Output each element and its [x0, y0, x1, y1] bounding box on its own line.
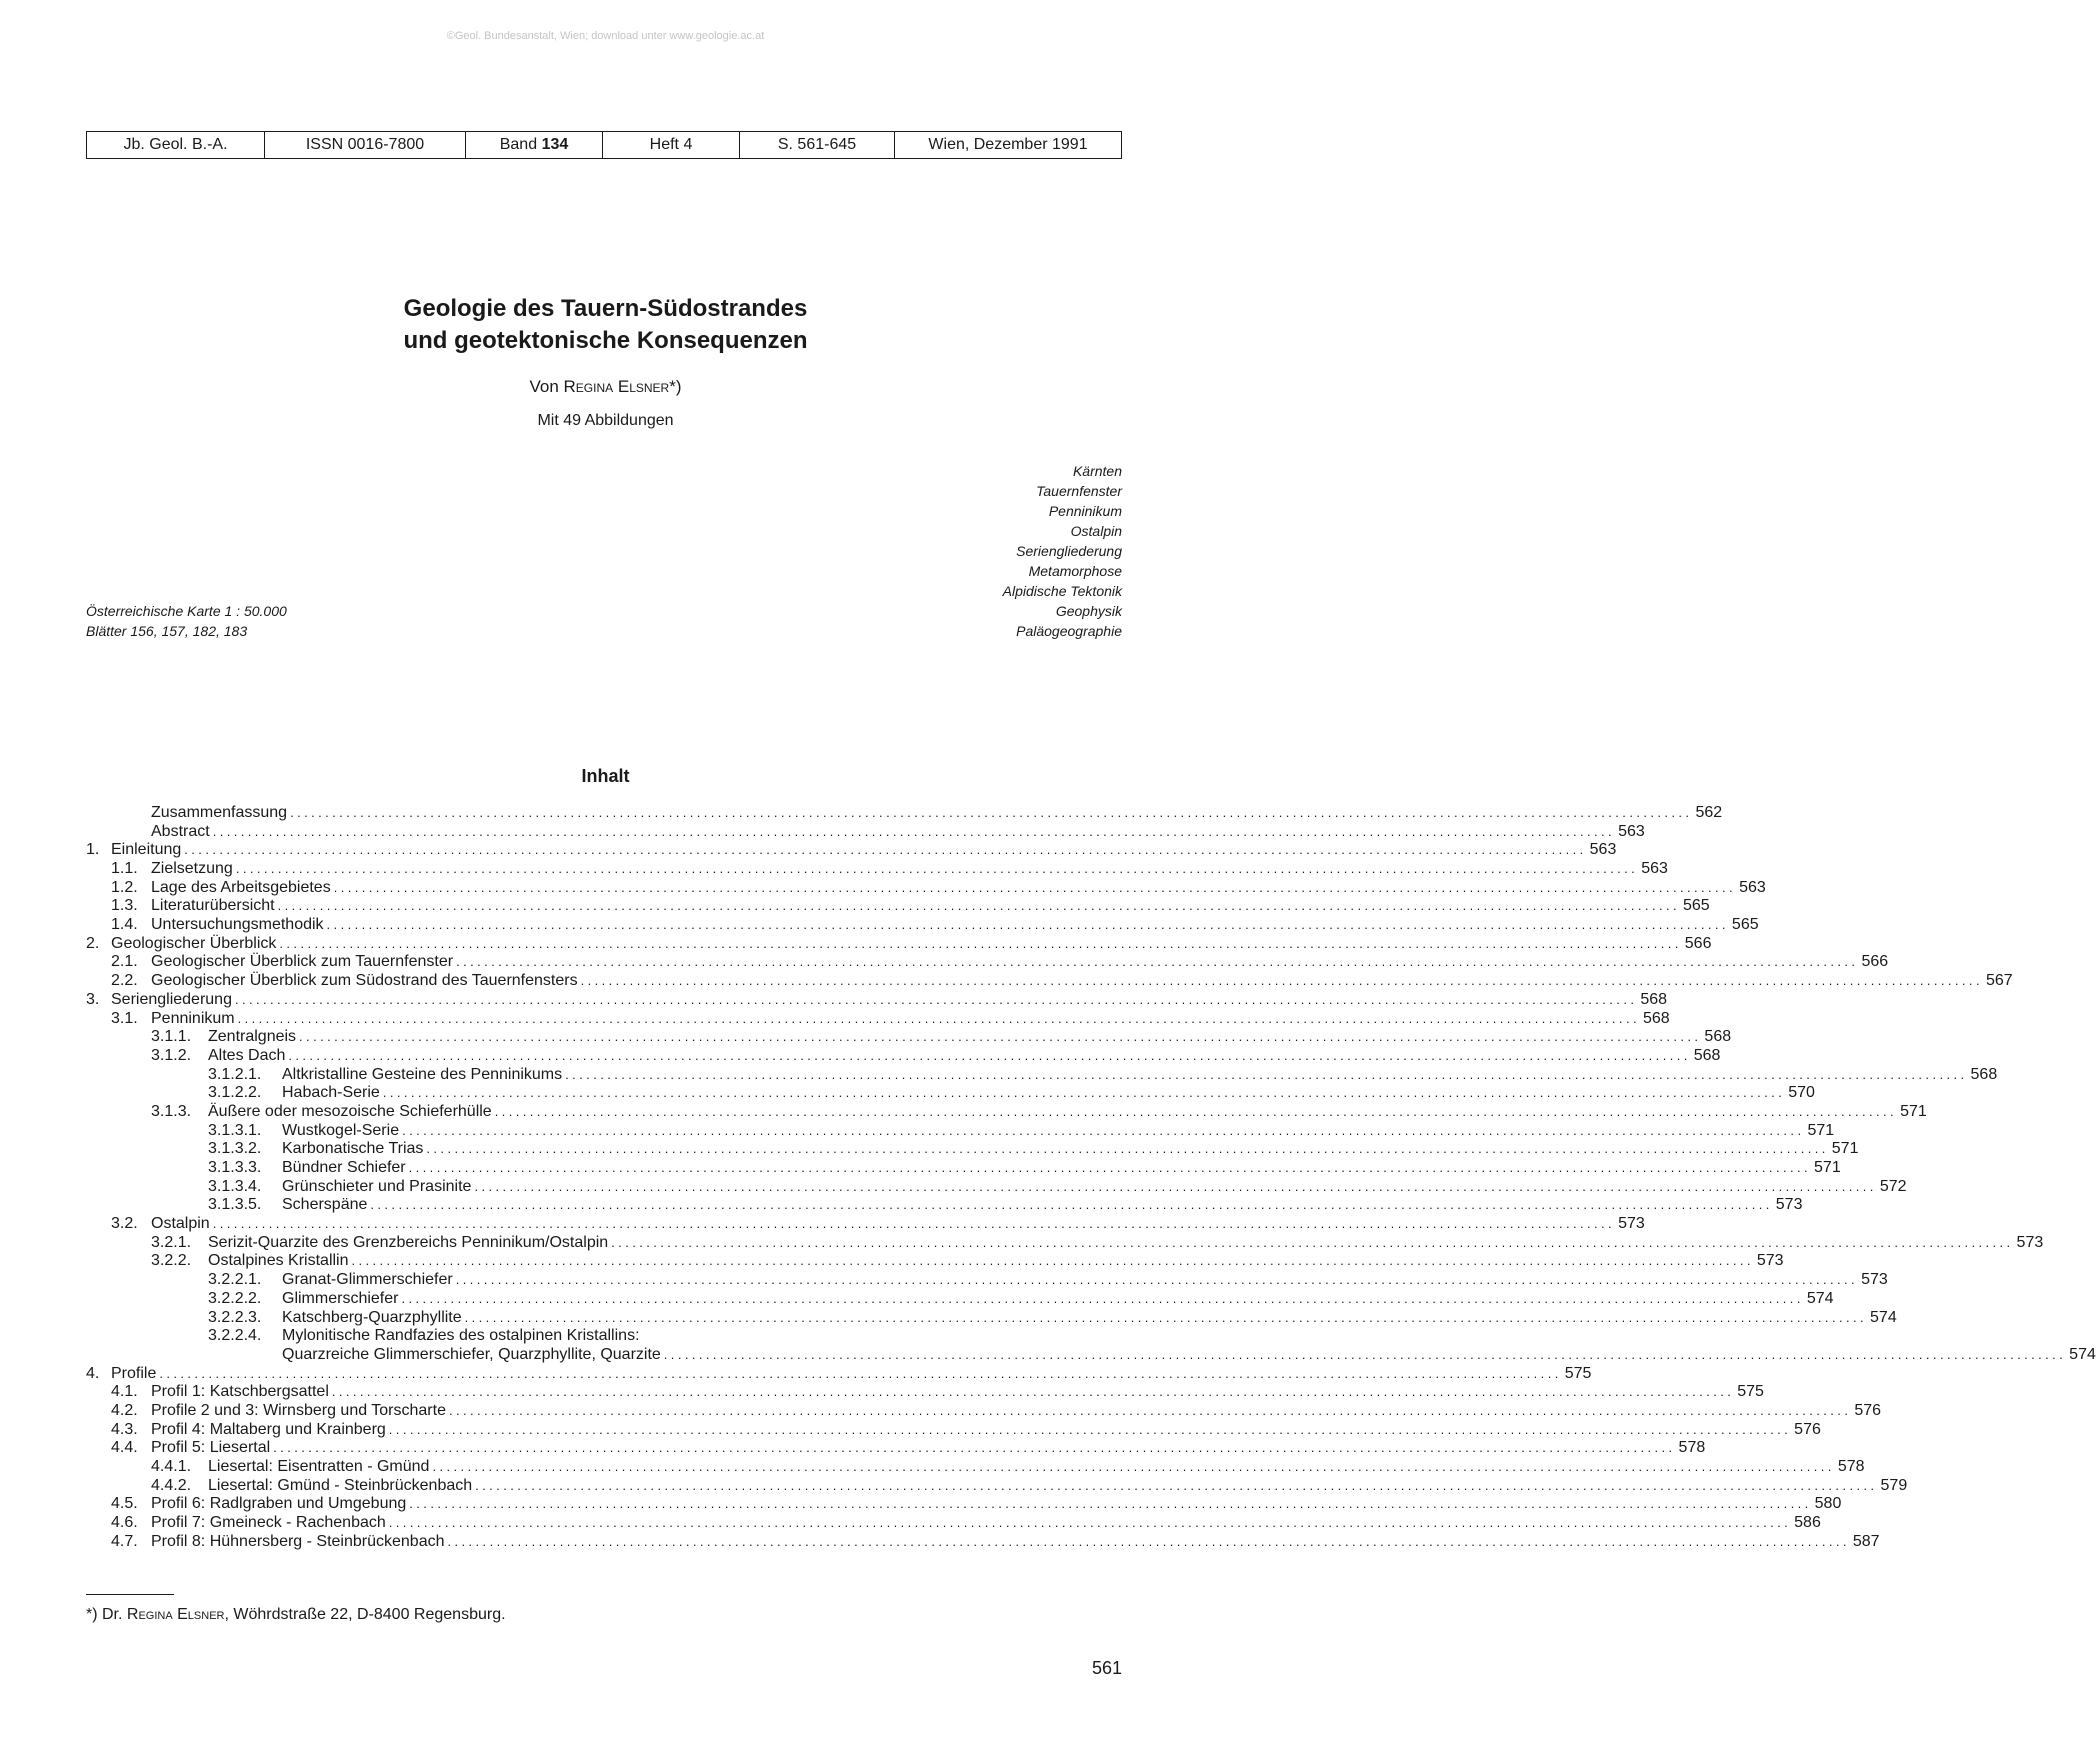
toc-entry: [86, 803, 1723, 823]
toc-entry-title: Profil 1: Katschbergsattel: [151, 1383, 329, 1401]
figures-note: Mit 49 Abbildungen: [537, 412, 674, 429]
title-line-1: Geologie des Tauern-Südostrandes: [403, 295, 808, 322]
keywords: [1003, 461, 1122, 641]
toc-entry-title: Einleitung: [111, 841, 182, 859]
toc-leader-dots: ........................................................................................................................................................................................................: [475, 1477, 1878, 1493]
toc-entry-title: Mylonitische Randfazies des ostalpinen Kristallins:: [282, 1327, 640, 1345]
toc-entry-page: 563: [1641, 860, 1668, 878]
map-reference: [86, 601, 287, 641]
keyword: Tauernfenster: [1036, 483, 1122, 499]
toc-entry-page: 565: [1683, 897, 1710, 915]
toc-leader-dots: ........................................................................................................................................................................................................: [474, 1178, 1877, 1194]
toc-entry-page: 575: [1564, 1364, 1592, 1382]
toc-entry-page: 565: [1731, 916, 1759, 934]
toc-entry: [86, 990, 1668, 1010]
keyword: Geophysik: [1055, 603, 1122, 619]
toc-entry-title: Profil 6: Radlgraben und Umgebung: [151, 1495, 407, 1513]
toc-entry-page: 578: [1837, 1458, 1865, 1476]
toc-entry-page: 576: [1854, 1401, 1882, 1419]
toc-entry-number: 4.4.: [111, 1439, 138, 1457]
toc-entry: [86, 1532, 1880, 1552]
toc-entry-title: Altes Dach: [208, 1046, 286, 1064]
map-reference-line-2: Blätter 156, 157, 182, 183: [86, 623, 248, 639]
toc-entry-title: Altkristalline Gesteine des Penninikums: [282, 1065, 563, 1083]
watermark: ©Geol. Bundesanstalt, Wien; download unter www.geologie.ac.at: [446, 30, 765, 42]
toc-entry: [86, 1140, 1859, 1159]
footnote-marker: *) Dr.: [86, 1606, 123, 1623]
toc-entry: [86, 1065, 1998, 1085]
band-label: Band: [499, 136, 538, 153]
toc-entry-page: 566: [1684, 934, 1712, 952]
toc-entry-title: Äußere oder mesozoische Schieferhülle: [208, 1102, 492, 1120]
toc-leader-dots: ........................................................................................................................................................................................................: [237, 1010, 1640, 1026]
toc-leader-dots: ........................................................................................................................................................................................................: [402, 1122, 1805, 1138]
toc-entry: [86, 1084, 1815, 1103]
toc-entry-page: 562: [1695, 803, 1723, 821]
page-range: S. 561-645: [740, 132, 895, 158]
toc-entry-number: 4.5.: [111, 1495, 138, 1513]
toc-entry-number: 3.1.3.1.: [208, 1121, 262, 1139]
article-title: [0, 293, 1211, 357]
toc-entry: [86, 1327, 1122, 1346]
toc-entry-title: Bündner Schiefer: [282, 1159, 406, 1177]
toc-leader-dots: ........................................................................................................................................................................................................: [408, 1160, 1812, 1176]
toc-leader-dots: ........................................................................................................................................................................................................: [426, 1141, 1829, 1157]
toc-entry-page: 571: [1807, 1121, 1835, 1139]
toc-entry-title: Profil 7: Gmeineck - Rachenbach: [151, 1514, 386, 1532]
footnote-author: Regina Elsner: [126, 1606, 225, 1623]
toc-entry-title: Literaturübersicht: [151, 897, 275, 915]
toc-entry: [86, 1046, 1721, 1066]
toc-entry-title: Katschberg-Quarzphyllite: [282, 1308, 462, 1326]
toc-leader-dots: ........................................................................................................................................................................................................: [447, 1533, 1850, 1549]
toc-entry-number: 3.1.1.: [151, 1028, 192, 1046]
toc-entry-number: 3.2.2.3.: [208, 1308, 262, 1326]
toc-entry-number: 1.: [86, 841, 100, 859]
toc-leader-dots: ........................................................................................................................................................................................................: [234, 991, 1638, 1007]
toc-entry-title: Karbonatische Trias: [282, 1140, 424, 1158]
band-value: 134: [541, 136, 569, 153]
toc-entry-number: 2.: [86, 934, 100, 952]
toc-entry-number: 1.2.: [111, 878, 138, 896]
toc-entry-title: Zielsetzung: [151, 860, 233, 878]
toc-entry-title: Glimmerschiefer: [282, 1289, 399, 1307]
keyword: Penninikum: [1048, 503, 1122, 519]
toc-entry-page: 570: [1788, 1084, 1815, 1102]
toc-entry-number: 4.2.: [111, 1401, 138, 1419]
toc-entry: [86, 841, 1617, 860]
page-number: 561: [1091, 1658, 1122, 1678]
toc-entry: [86, 1458, 1865, 1477]
toc-entry-title: Abstract: [151, 822, 210, 840]
toc-entry-page: 574: [1806, 1289, 1834, 1307]
toc-entry-title: Untersuchungsmethodik: [151, 916, 324, 934]
toc-entry: [86, 1308, 1897, 1328]
toc-leader-dots: ........................................................................................................................................................................................................: [235, 861, 1639, 877]
toc-entry-number: 1.1.: [111, 860, 138, 878]
toc-entry-number: 3.1.3.5.: [208, 1196, 262, 1214]
place-date: Wien, Dezember 1991: [928, 136, 1088, 153]
toc-entry: [86, 1476, 1908, 1496]
toc-entry: [86, 953, 1889, 973]
toc-leader-dots: ........................................................................................................................................................................................................: [663, 1346, 2067, 1362]
toc-entry: [86, 1215, 1645, 1234]
toc-entry-title: Ostalpines Kristallin: [208, 1252, 349, 1270]
toc-entry-page: 568: [1970, 1065, 1998, 1083]
toc-entry-number: 4.4.2.: [151, 1476, 192, 1494]
toc-entry-number: 4.: [86, 1364, 100, 1382]
keyword: Metamorphose: [1028, 563, 1122, 579]
toc-leader-dots: ........................................................................................................................................................................................................: [611, 1234, 2014, 1250]
toc-entry-page: 568: [1640, 990, 1668, 1008]
toc-leader-dots: ........................................................................................................................................................................................................: [299, 1029, 1702, 1045]
footnote: [86, 1606, 506, 1624]
toc-entry-number: 3.1.3.: [151, 1102, 192, 1120]
toc-entry-number: 3.1.2.2.: [208, 1084, 262, 1102]
toc-entry-page: 563: [1618, 822, 1645, 840]
toc-entry-title: Ostalpin: [151, 1215, 210, 1233]
issn: ISSN 0016-7800: [265, 132, 466, 158]
toc-leader-dots: ........................................................................................................................................................................................................: [159, 1365, 1562, 1381]
heft: Heft 4: [603, 132, 740, 158]
toc-leader-dots: ........................................................................................................................................................................................................: [388, 1515, 1792, 1531]
toc-entry-page: 573: [1775, 1196, 1803, 1214]
toc-entry: [86, 1439, 1706, 1458]
toc-entry-page: 566: [1861, 953, 1889, 971]
byline: [0, 377, 1211, 397]
toc-leader-dots: ........................................................................................................................................................................................................: [212, 823, 1616, 839]
toc-entry-number: 3.: [86, 990, 100, 1008]
toc-entry-number: 1.4.: [111, 916, 138, 934]
toc-leader-dots: ........................................................................................................................................................................................................: [382, 1085, 1786, 1101]
toc-entry-page: 567: [1985, 972, 2013, 990]
toc-entry-title: Quarzreiche Glimmerschiefer, Quarzphyllite, Quarzite: [282, 1345, 661, 1363]
toc-entry: [86, 1401, 1882, 1421]
toc-entry-number: 3.1.3.2.: [208, 1140, 262, 1158]
toc-entry-number: 3.2.2.4.: [208, 1327, 262, 1345]
toc-leader-dots: ........................................................................................................................................................................................................: [455, 1272, 1859, 1288]
toc-entry: [86, 1495, 1842, 1514]
toc-leader-dots: ........................................................................................................................................................................................................: [279, 935, 1682, 951]
toc-entry-page: 579: [1880, 1476, 1908, 1494]
toc-leader-dots: ........................................................................................................................................................................................................: [565, 1066, 1968, 1082]
toc-entry-title: Liesertal: Gmünd - Steinbrückenbach: [208, 1476, 473, 1494]
toc-entry-page: 573: [1861, 1271, 1888, 1289]
toc-entry-page: 568: [1704, 1028, 1732, 1046]
toc-entry-number: 2.2.: [111, 972, 138, 990]
toc-leader-dots: ........................................................................................................................................................................................................: [388, 1421, 1792, 1437]
toc-entry-page: 587: [1852, 1532, 1880, 1550]
toc-entry-title: Zentralgneis: [208, 1028, 297, 1046]
toc-leader-dots: ........................................................................................................................................................................................................: [432, 1459, 1835, 1475]
toc-entry-number: 4.6.: [111, 1514, 138, 1532]
toc-entry-number: 4.4.1.: [151, 1458, 192, 1476]
toc-entry-number: 3.2.2.1.: [208, 1271, 262, 1289]
toc-entry-title: Profil 8: Hühnersberg - Steinbrückenbach: [151, 1532, 445, 1550]
toc-leader-dots: ........................................................................................................................................................................................................: [409, 1496, 1812, 1512]
toc-entry-page: 574: [1870, 1308, 1897, 1326]
toc-entry: [86, 1233, 2044, 1253]
toc-leader-dots: ........................................................................................................................................................................................................: [331, 1384, 1735, 1400]
toc-entry-title: Grünschieter und Prasinite: [282, 1177, 472, 1195]
toc-entry: [86, 1102, 1927, 1122]
toc-entry-number: 3.1.2.1.: [208, 1065, 262, 1083]
toc-entry-title: Profile 2 und 3: Wirnsberg und Torscharte: [151, 1401, 446, 1419]
toc-entry-title: Profil 5: Liesertal: [151, 1439, 271, 1457]
toc-entry-page: 563: [1739, 878, 1766, 896]
toc-entry-number: 3.2.1.: [151, 1233, 192, 1251]
keyword: Ostalpin: [1070, 523, 1122, 539]
toc-entry-title: Profil 4: Maltaberg und Krainberg: [151, 1420, 386, 1438]
toc-entry-page: 580: [1814, 1495, 1842, 1513]
toc-entry-title: Geologischer Überblick zum Tauernfenster: [151, 953, 454, 971]
keyword: Paläogeographie: [1016, 623, 1122, 639]
toc-entry-number: 4.3.: [111, 1420, 138, 1438]
toc-leader-dots: ........................................................................................................................................................................................................: [273, 1440, 1676, 1456]
toc-entry: [86, 1289, 1834, 1309]
toc-entry-number: 3.2.2.: [151, 1252, 192, 1270]
toc-entry-title: Geologischer Überblick zum Südostrand des Tauernfensters: [151, 972, 578, 990]
toc-entry: [86, 934, 1712, 954]
toc-entry-page: 571: [1831, 1140, 1859, 1158]
toc-entry-page: 586: [1794, 1514, 1821, 1532]
toc-entry: [86, 1121, 1835, 1141]
toc-entry-number: 3.2.: [111, 1215, 138, 1233]
toc-leader-dots: ........................................................................................................................................................................................................: [333, 879, 1737, 895]
author-name: Regina Elsner: [563, 377, 670, 396]
keyword: Kärnten: [1072, 463, 1122, 479]
toc-entry: [86, 860, 1668, 879]
toc-leader-dots: ........................................................................................................................................................................................................: [448, 1402, 1852, 1418]
toc-entry: [86, 822, 1645, 842]
toc-entry-number: 3.1.: [111, 1009, 138, 1027]
toc-entry: [86, 1252, 1784, 1272]
toc-entry: [86, 1028, 1732, 1047]
toc-entry-title: Geologischer Überblick: [111, 934, 277, 952]
toc-entry-number: 1.3.: [111, 897, 138, 915]
toc-entry: [86, 1159, 1841, 1178]
toc-leader-dots: ........................................................................................................................................................................................................: [288, 1047, 1691, 1063]
toc-entry: [86, 972, 2013, 991]
toc-entry-page: 572: [1879, 1177, 1907, 1195]
toc-entry-title: Zusammenfassung: [151, 803, 288, 821]
toc-entry: [86, 1420, 1821, 1440]
toc-leader-dots: ........................................................................................................................................................................................................: [370, 1197, 1773, 1213]
toc-entry: [86, 1364, 1592, 1384]
toc-leader-dots: ........................................................................................................................................................................................................: [580, 973, 1983, 989]
toc-entry-number: 4.7.: [111, 1532, 138, 1550]
toc-entry: [86, 1514, 1821, 1533]
toc-entry-number: 4.1.: [111, 1383, 138, 1401]
toc-entry-title: Wustkogel-Serie: [282, 1121, 400, 1139]
toc-entry: [86, 897, 1710, 916]
toc-entry-page: 573: [2016, 1233, 2044, 1251]
table-of-contents: [86, 803, 2096, 1552]
toc-entry-title: Granat-Glimmerschiefer: [282, 1271, 453, 1289]
toc-entry-page: 568: [1642, 1009, 1670, 1027]
toc-entry-page: 573: [1756, 1252, 1784, 1270]
toc-leader-dots: ........................................................................................................................................................................................................: [456, 954, 1859, 970]
toc-entry-title: Profile: [111, 1364, 157, 1382]
map-reference-line-1: Österreichische Karte 1 : 50.000: [86, 603, 287, 619]
toc-entry-page: 563: [1589, 841, 1617, 859]
keyword: Alpidische Tektonik: [1002, 583, 1122, 599]
toc-leader-dots: ........................................................................................................................................................................................................: [277, 898, 1680, 914]
toc-entry-page: 571: [1814, 1159, 1841, 1177]
toc-leader-dots: ........................................................................................................................................................................................................: [351, 1253, 1754, 1269]
toc-entry: [86, 1177, 1907, 1197]
toc-entry: [86, 1383, 1764, 1402]
toc-leader-dots: ........................................................................................................................................................................................................: [401, 1290, 1804, 1306]
toc-entry-title: Scherspäne: [282, 1196, 368, 1214]
footnote-rule: [86, 1594, 174, 1595]
toc-entry: [86, 1196, 1803, 1215]
toc-leader-dots: ........................................................................................................................................................................................................: [464, 1309, 1868, 1325]
toc-entry: [86, 1271, 1888, 1290]
toc-heading: Inhalt: [581, 766, 630, 786]
toc-entry-title: Habach-Serie: [282, 1084, 380, 1102]
toc-entry-number: 3.2.2.2.: [208, 1289, 262, 1307]
toc-entry-title: Seriengliederung: [111, 990, 232, 1008]
toc-entry: [86, 878, 1766, 898]
toc-leader-dots: ........................................................................................................................................................................................................: [184, 842, 1587, 858]
toc-entry-page: 568: [1693, 1046, 1721, 1064]
keyword: Seriengliederung: [1016, 543, 1122, 559]
toc-entry: [86, 1009, 1670, 1029]
toc-leader-dots: ........................................................................................................................................................................................................: [326, 917, 1729, 933]
toc-entry-number: 2.1.: [111, 953, 138, 971]
toc-entry-title: Penninikum: [151, 1009, 235, 1027]
toc-leader-dots: ........................................................................................................................................................................................................: [212, 1216, 1616, 1232]
author-marker: *): [669, 377, 682, 396]
toc-leader-dots: ........................................................................................................................................................................................................: [290, 804, 1693, 820]
toc-entry-title: Lage des Arbeitsgebietes: [151, 878, 331, 896]
toc-entry: [86, 916, 1759, 935]
journal-header: [86, 131, 1122, 159]
toc-entry-title: Serizit-Quarzite des Grenzbereichs Penninikum/Ostalpin: [208, 1233, 609, 1251]
toc-leader-dots: ........................................................................................................................................................................................................: [494, 1103, 1898, 1119]
toc-entry-page: 575: [1737, 1383, 1764, 1401]
toc-entry-number: 3.1.3.4.: [208, 1177, 262, 1195]
band: [466, 132, 603, 158]
toc-entry: [86, 1345, 2096, 1365]
journal-name: Jb. Geol. B.-A.: [87, 132, 265, 158]
toc-entry-title: Liesertal: Eisentratten - Gmünd: [208, 1458, 430, 1476]
toc-entry-number: 3.1.2.: [151, 1046, 192, 1064]
toc-entry-page: 578: [1678, 1439, 1706, 1457]
toc-entry-page: 573: [1618, 1215, 1645, 1233]
byline-prefix: Von: [529, 377, 559, 396]
title-line-2: und geotektonische Konsequenzen: [403, 327, 808, 354]
toc-entry-number: 3.1.3.3.: [208, 1159, 262, 1177]
toc-entry-page: 576: [1794, 1420, 1821, 1438]
footnote-address: , Wöhrdstraße 22, D-8400 Regensburg.: [224, 1606, 506, 1623]
toc-entry-page: 571: [1900, 1102, 1927, 1120]
toc-entry-page: 574: [2069, 1345, 2096, 1363]
